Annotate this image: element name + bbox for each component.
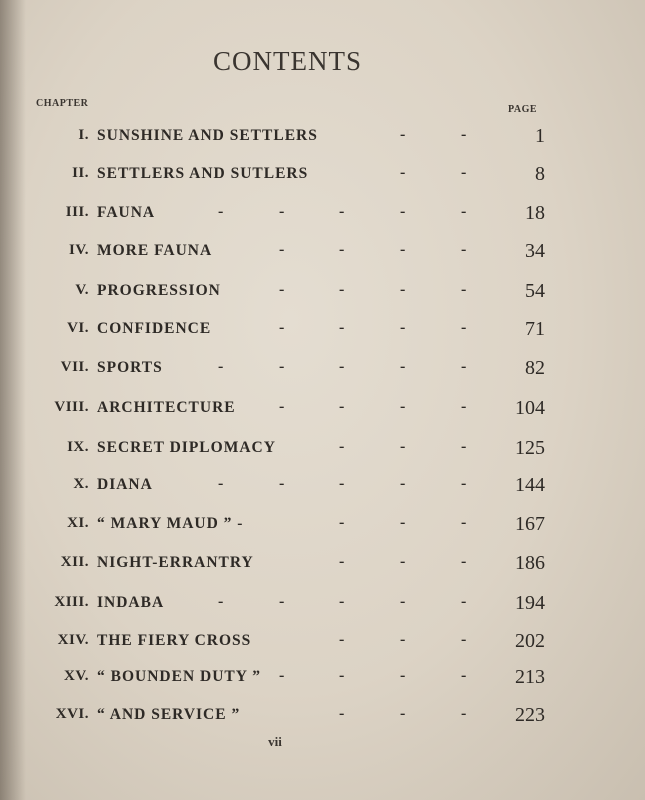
leader-dash: - [339,553,345,570]
leader-dash: - [461,553,467,570]
page-number: 125 [515,437,545,459]
toc-entry [0,200,645,230]
leader-dash: - [279,475,285,492]
leader-dash: - [461,475,467,492]
chapter-number: XV. [64,668,89,684]
leader-dash: - [279,398,285,415]
page-folio: vii [268,734,282,749]
chapter-number: XIII. [54,594,89,610]
page-number: 54 [525,280,545,302]
leader-dash: - [400,398,406,415]
toc-entry [0,628,645,658]
chapter-number: XI. [67,515,89,531]
leader-dash: - [339,514,345,531]
leader-dash: - [400,438,406,455]
chapter-number: II. [72,165,89,181]
leader-dash: - [400,241,406,258]
chapter-number: XII. [60,554,89,570]
toc-entry [0,550,645,580]
leader-dash: - [279,241,285,258]
chapter-number: III. [65,204,89,220]
chapter-title: SUNSHINE AND SETTLERS [97,127,318,144]
page-column-header: PAGE [508,104,538,115]
leader-dash: - [279,358,285,375]
toc-entry [0,511,645,541]
leader-dash: - [400,667,406,684]
leader-dash: - [279,203,285,220]
leader-dash: - [339,475,345,492]
chapter-title: SPORTS [97,359,163,376]
page-title: CONTENTS [213,46,362,76]
leader-dash: - [400,631,406,648]
page-number: 8 [535,163,545,185]
toc-entry [0,472,645,502]
leader-dash: - [279,593,285,610]
page-number: 1 [535,125,545,147]
chapter-title: ARCHITECTURE [97,399,236,416]
page-number: 18 [525,202,545,224]
leader-dash: - [218,593,224,610]
chapter-number: VI. [67,320,89,336]
chapter-number: V. [75,282,89,298]
leader-dash: - [339,281,345,298]
toc-entry [0,435,645,465]
chapter-number: VIII. [54,399,89,415]
leader-dash: - [461,319,467,336]
page-number: 144 [515,474,545,496]
leader-dash: - [400,553,406,570]
chapter-number: XVI. [55,706,89,722]
leader-dash: - [461,631,467,648]
leader-dash: - [461,705,467,722]
leader-dash: - [461,126,467,143]
leader-dash: - [461,281,467,298]
toc-entry [0,278,645,308]
leader-dash: - [400,164,406,181]
page-number: 186 [515,552,545,574]
leader-dash: - [461,438,467,455]
page-number: 34 [525,240,545,262]
chapter-number: I. [78,127,89,143]
leader-dash: - [461,241,467,258]
leader-dash: - [400,126,406,143]
leader-dash: - [461,593,467,610]
chapter-title: PROGRESSION [97,282,221,299]
chapter-title: THE FIERY CROSS [97,632,252,649]
toc-entry [0,316,645,346]
leader-dash: - [279,667,285,684]
page-number: 202 [515,630,545,652]
toc-entry [0,395,645,425]
leader-dash: - [461,358,467,375]
toc-entry [0,664,645,694]
leader-dash: - [218,358,224,375]
chapter-number: VII. [60,359,89,375]
chapter-number: X. [73,476,89,492]
leader-dash: - [461,667,467,684]
page-number: 167 [515,513,545,535]
toc-entry [0,161,645,191]
chapter-title: DIANA [97,476,153,493]
leader-dash: - [339,241,345,258]
chapter-title: “ AND SERVICE ” [97,706,241,723]
leader-dash: - [461,398,467,415]
page-number: 194 [515,592,545,614]
leader-dash: - [400,705,406,722]
leader-dash: - [279,319,285,336]
leader-dash: - [400,319,406,336]
page-number: 104 [515,397,545,419]
leader-dash: - [400,203,406,220]
leader-dash: - [339,398,345,415]
leader-dash: - [339,593,345,610]
chapter-title: NIGHT-ERRANTRY [97,554,254,571]
leader-dash: - [339,705,345,722]
page-number: 213 [515,666,545,688]
leader-dash: - [461,164,467,181]
leader-dash: - [339,358,345,375]
leader-dash: - [339,319,345,336]
toc-entry [0,590,645,620]
toc-entry [0,123,645,153]
chapter-title: SETTLERS AND SUTLERS [97,165,309,182]
toc-entry [0,355,645,385]
chapter-title: “ MARY MAUD ” - [97,515,244,532]
chapter-title: CONFIDENCE [97,320,212,337]
leader-dash: - [400,475,406,492]
leader-dash: - [339,667,345,684]
leader-dash: - [461,514,467,531]
leader-dash: - [339,203,345,220]
page-number: 71 [525,318,545,340]
leader-dash: - [339,438,345,455]
leader-dash: - [218,475,224,492]
chapter-number: XIV. [57,632,89,648]
leader-dash: - [461,203,467,220]
chapter-title: INDABA [97,594,165,611]
leader-dash: - [279,281,285,298]
leader-dash: - [339,631,345,648]
leader-dash: - [400,358,406,375]
chapter-title: SECRET DIPLOMACY [97,439,276,456]
chapter-number: IV. [69,242,89,258]
chapter-title: “ BOUNDEN DUTY ” [97,668,261,685]
leader-dash: - [400,514,406,531]
chapter-title: MORE FAUNA [97,242,213,259]
toc-entry [0,702,645,732]
leader-dash: - [218,203,224,220]
chapter-number: IX. [67,439,89,455]
chapter-title: FAUNA [97,204,156,221]
leader-dash: - [400,593,406,610]
chapter-column-header: CHAPTER [36,98,89,109]
toc-entry [0,238,645,268]
page-number: 82 [525,357,545,379]
page-number: 223 [515,704,545,726]
leader-dash: - [400,281,406,298]
